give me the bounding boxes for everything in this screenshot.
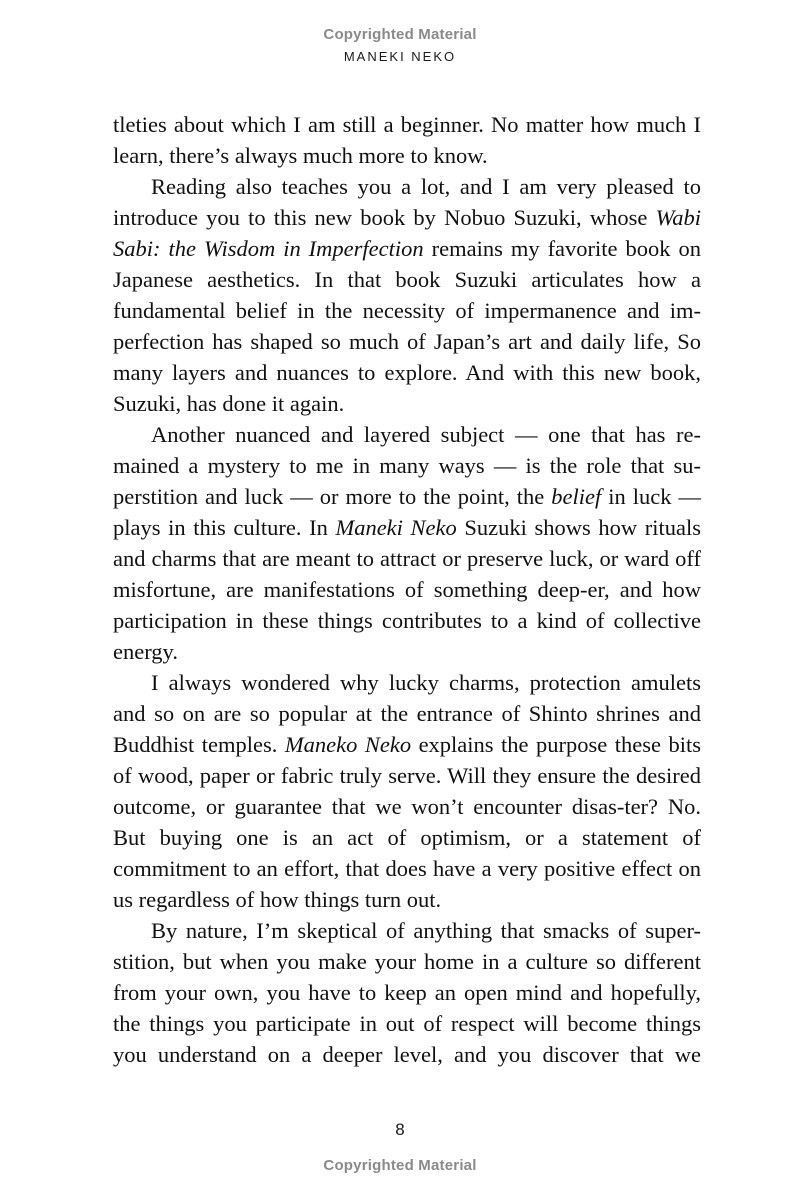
paragraph <box>113 915 701 1070</box>
copyright-watermark-bottom: Copyrighted Material <box>323 1157 477 1174</box>
running-head: MANEKI NEKO <box>343 49 457 64</box>
text-segment: Suzuki shows how rituals and charms that are meant to attract or preserve luck, or ward off misfortune, are manifestations of something deep-er, and how participation in these things contributes to a kind of collective energy. <box>113 515 702 664</box>
paragraph <box>113 419 701 667</box>
emphasis-italic: belief <box>551 484 602 509</box>
text-segment: in luck — plays in this culture. In <box>113 484 701 540</box>
text-segment: explains the purpose these bits of wood, paper or fabric truly serve. Will they ensure the desired outcome, or guarantee that we won’t encounter disas-ter? No. But buying one is an act of optimism, or a statement of commitment to an effort, that does have a very positive effect on us regardless of how things turn out. <box>113 732 702 912</box>
page-number: 8 <box>395 1120 405 1139</box>
book-title-italic: Wabi Sabi: the Wisdom in Imperfection <box>113 205 701 261</box>
copyright-watermark-top: Copyrighted Material <box>323 26 477 43</box>
paragraph <box>113 109 701 171</box>
book-title-italic: Maneki Neko <box>335 515 457 540</box>
text-segment: Reading also teaches you a lot, and I am very pleased to introduce you to this new book by Nobuo Suzuki, whose <box>113 174 701 230</box>
paragraph <box>113 667 701 915</box>
text-segment: By nature, I’m skeptical of anything that smacks of super-stition, but when you make your home in a culture so different from your own, you have to keep an open mind and hopefully, the things you participate in out of respect will become things you understand on a deeper level, and you discover that we <box>113 918 701 1067</box>
book-title-italic: Maneko Neko <box>284 732 412 757</box>
text-segment: tleties about which I am still a beginner. No matter how much I learn, there’s always much more to know. <box>113 112 701 168</box>
text-segment: Another nuanced and layered subject — one that has re-mained a mystery to me in many ways — is the role that su-perstition and luck — or more to the point, the <box>113 422 701 509</box>
text-segment: I always wondered why lucky charms, protection amulets and so on are so popular at the entrance of Shinto shrines and Buddhist temples. <box>113 670 701 757</box>
body-text <box>113 109 701 1070</box>
paragraph <box>113 171 701 419</box>
text-segment: remains my favorite book on Japanese aesthetics. In that book Suzuki articulates how a fundamental belief in the necessity of impermanence and im-perfection has shaped so much of Japan’s art and daily life, So many layers and nuances to explore. And with this new book, Suzuki, has done it again. <box>113 236 701 416</box>
